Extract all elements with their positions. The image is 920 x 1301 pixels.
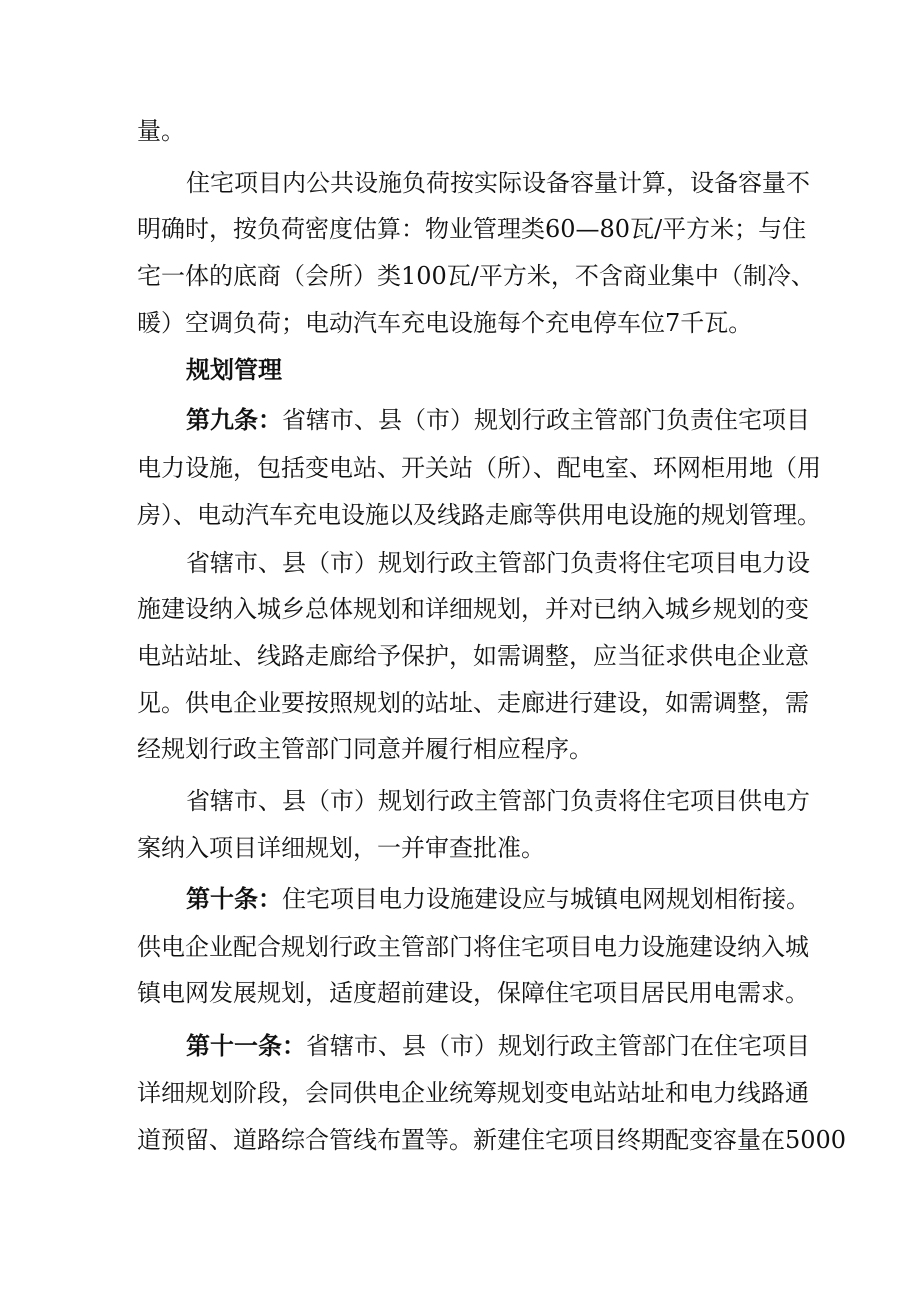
paragraph-line: 道预留、道路综合管线布置等。新建住宅项目终期配变容量在5000 (137, 1126, 847, 1154)
paragraph-line: 电力设施，包括变电站、开关站（所）、配电室、环网柜用地（用 (137, 454, 821, 482)
paragraph-line: 供电企业配合规划行政主管部门将住宅项目电力设施建设纳入城 (137, 933, 809, 961)
article-9-first-line (186, 400, 810, 440)
paragraph-line: 量。 (137, 117, 185, 145)
paragraph-line: 镇电网发展规划，适度超前建设，保障住宅项目居民用电需求。 (137, 979, 809, 1007)
article-9-text: 省辖市、县（市）规划行政主管部门负责住宅项目 (282, 406, 810, 434)
paragraph-line: 省辖市、县（市）规划行政主管部门负责将住宅项目供电方 (186, 787, 810, 815)
section-heading: 规划管理 (186, 356, 282, 384)
paragraph-line: 电站站址、线路走廊给予保护，如需调整，应当征求供电企业意 (137, 642, 809, 670)
paragraph-line: 房）、电动汽车充电设施以及线路走廊等供用电设施的规划管理。 (137, 501, 821, 529)
article-10-text: 住宅项目电力设施建设应与城镇电网规划相衔接。 (282, 885, 810, 913)
article-10-first-line (186, 879, 810, 919)
article-10-label: 第十条： (186, 885, 282, 913)
article-11-text: 省辖市、县（市）规划行政主管部门在住宅项目 (306, 1032, 810, 1060)
paragraph-line: 明确时，按负荷密度估算：物业管理类60—80瓦/平方米；与住 (137, 215, 807, 243)
paragraph-line: 住宅项目内公共设施负荷按实际设备容量计算，设备容量不 (186, 169, 810, 197)
paragraph-line: 暖）空调负荷；电动汽车充电设施每个充电停车位7千瓦。 (137, 309, 753, 337)
paragraph-line: 宅一体的底商（会所）类100瓦/平方米，不含商业集中（制冷、 (137, 262, 815, 290)
paragraph-line: 经规划行政主管部门同意并履行相应程序。 (137, 735, 593, 763)
article-11-label: 第十一条： (186, 1032, 306, 1060)
article-9-label: 第九条： (186, 406, 282, 434)
paragraph-line: 施建设纳入城乡总体规划和详细规划，并对已纳入城乡规划的变 (137, 595, 809, 623)
paragraph-line: 案纳入项目详细规划，一并审查批准。 (137, 834, 545, 862)
paragraph-line: 见。供电企业要按照规划的站址、走廊进行建设，如需调整，需 (137, 689, 809, 717)
paragraph-line: 省辖市、县（市）规划行政主管部门负责将住宅项目电力设 (186, 549, 810, 577)
article-11-first-line (186, 1026, 810, 1066)
paragraph-line: 详细规划阶段，会同供电企业统筹规划变电站站址和电力线路通 (137, 1079, 809, 1107)
